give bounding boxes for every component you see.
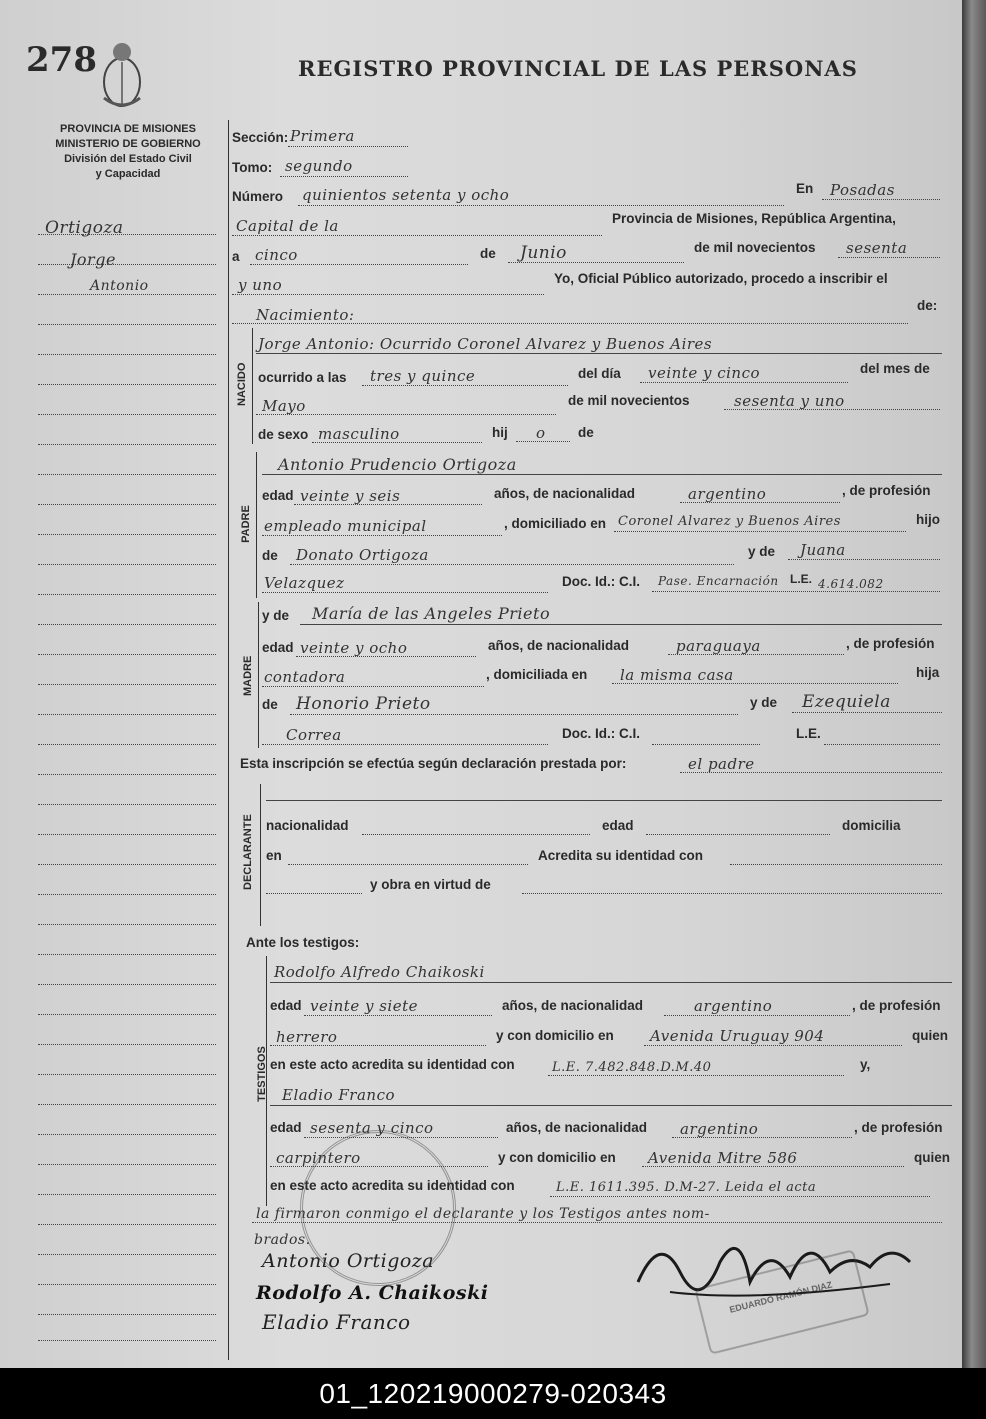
t1-nombre: Rodolfo Alfredo Chaikoski — [274, 963, 485, 981]
madre-domicilio: la misma casa — [620, 666, 734, 684]
testigos-side-label: TESTIGOS — [256, 1046, 268, 1102]
mil-label: de mil novecientos — [568, 393, 690, 408]
t2-doc: L.E. 1611.395. D.M-27. Leida el acta — [556, 1180, 817, 1195]
padre-nac-label: años, de nacionalidad — [494, 486, 636, 501]
decl-obra-label: y obra en virtud de — [370, 877, 491, 892]
padre-prof-label: , de profesión — [842, 483, 931, 498]
t2-nacionalidad: argentino — [680, 1120, 759, 1138]
t2-nombre: Eladio Franco — [282, 1086, 396, 1104]
cierre-line2: brados. — [254, 1232, 311, 1248]
numero-label: Número — [232, 189, 284, 204]
margin-middlename: Antonio — [90, 278, 149, 294]
hij-label: hij — [492, 425, 508, 440]
madre-edad: veinte y ocho — [300, 639, 408, 657]
t2-edad: sesenta y cinco — [310, 1119, 434, 1137]
ocurrido-label: ocurrido a las — [258, 370, 347, 385]
official-seal-stamp — [300, 1130, 456, 1286]
decl-nac-label: nacionalidad — [266, 818, 349, 833]
madre-yde-label: y de — [262, 608, 290, 623]
padre-domicilio: Coronel Alvarez y Buenos Aires — [618, 514, 841, 529]
madre-hija-label: hija — [916, 665, 940, 680]
madre-domic-label: , domiciliada en — [486, 667, 588, 682]
padre-de-label: de — [262, 548, 278, 563]
sexo-value: masculino — [318, 425, 400, 443]
padre-nombre: Antonio Prudencio Ortigoza — [278, 455, 517, 474]
madre-side-label: MADRE — [242, 655, 254, 696]
seccion-value: Primera — [290, 127, 355, 145]
madre-de-label: de — [262, 697, 278, 712]
province-heading: PROVINCIA DE MISIONES MINISTERIO DE GOBIERNO División del Estado Civil y Capacidad — [55, 123, 201, 180]
seccion-label: Sección: — [232, 130, 289, 145]
madre-padre-de: Honorio Prieto — [296, 694, 431, 714]
padre-side-label: PADRE — [240, 505, 252, 543]
nacido-rule — [252, 328, 253, 444]
t1-acredita-label: en este acto acredita su identidad con — [270, 1057, 515, 1072]
signature-testigo1: Rodolfo A. Chaikoski — [256, 1282, 489, 1304]
margin-surname: Ortigoza — [45, 218, 124, 238]
nacido-dia: veinte y cinco — [648, 364, 761, 382]
mes-value: Junio — [520, 243, 567, 263]
t1-nac-label: años, de nacionalidad — [502, 998, 644, 1013]
footer-id: 01_120219000279-020343 — [0, 1368, 986, 1419]
t1-doc: L.E. 7.482.848.D.M.40 — [552, 1060, 712, 1075]
t2-prof-label: , de profesión — [854, 1120, 943, 1135]
madre-yde2-label: y de — [750, 695, 778, 710]
numero-value: quinientos setenta y ocho — [302, 186, 510, 204]
dia-value: cinco — [255, 246, 298, 264]
del-mes-label: del mes de — [860, 361, 930, 376]
t1-quien-label: quien — [912, 1028, 948, 1043]
declaracion-por: el padre — [688, 755, 755, 773]
page-title: REGISTRO PROVINCIAL DE LAS PERSONAS — [298, 56, 858, 81]
padre-madre-de2: Velazquez — [264, 574, 345, 592]
t2-nac-label: años, de nacionalidad — [506, 1120, 648, 1135]
oficial-text: Yo, Oficial Público autorizado, procedo a inscribir el — [554, 271, 888, 286]
declaracion-text: Esta inscripción se efectúa según declaración prestada por: — [240, 756, 627, 771]
adjacent-page-edge — [962, 0, 986, 1368]
sexo-label: de sexo — [258, 427, 309, 442]
t1-prof-label: , de profesión — [852, 998, 941, 1013]
madre-nombre: María de las Angeles Prieto — [312, 604, 551, 623]
anio-label: de mil novecientos — [694, 240, 816, 255]
a-label: a — [232, 249, 240, 264]
t2-edad-label: edad — [270, 1120, 302, 1135]
madre-madre-de: Ezequiela — [802, 692, 891, 712]
t1-y-label: y, — [860, 1057, 871, 1072]
decl-edad-label: edad — [602, 818, 634, 833]
en-label: En — [796, 181, 814, 196]
t2-dom-label: y con domicilio en — [498, 1150, 616, 1165]
padre-madre-de: Juana — [800, 541, 846, 559]
main-rule — [228, 120, 229, 1360]
madre-rule — [258, 602, 259, 748]
madre-edad-label: edad — [262, 640, 294, 655]
declarante-rule — [260, 784, 261, 926]
padre-le: 4.614.082 — [818, 577, 884, 591]
t1-nacionalidad: argentino — [694, 997, 773, 1015]
hij-suffix: o — [536, 424, 546, 442]
padre-yde-label: y de — [748, 544, 776, 559]
t1-dom-label: y con domicilio en — [496, 1028, 614, 1043]
madre-nac-label: años, de nacionalidad — [488, 638, 630, 653]
padre-hijo-label: hijo — [916, 512, 940, 527]
madre-le-label: L.E. — [796, 726, 821, 741]
de-colon: de: — [917, 298, 938, 313]
nacido-mes: Mayo — [262, 397, 306, 415]
t2-acredita-label: en este acto acredita su identidad con — [270, 1178, 515, 1193]
lugar-value: Posadas — [830, 181, 895, 199]
padre-edad: veinte y seis — [300, 487, 401, 505]
padre-doc-label: Doc. Id.: C.I. — [562, 574, 641, 589]
coat-of-arms-icon — [98, 38, 146, 112]
nacido-side-label: NACIDO — [236, 362, 248, 406]
t2-profesion: carpintero — [276, 1149, 361, 1167]
t2-quien-label: quien — [914, 1150, 950, 1165]
margin-firstname: Jorge — [70, 250, 116, 269]
padre-doc: Pase. Encarnación — [658, 574, 779, 588]
ante-testigos: Ante los testigos: — [246, 935, 360, 950]
t1-edad: veinte y siete — [310, 997, 419, 1015]
madre-nacionalidad: paraguaya — [676, 637, 761, 655]
tomo-value: segundo — [285, 157, 353, 175]
madre-madre-de2: Correa — [286, 726, 342, 744]
hij-de-label: de — [578, 425, 594, 440]
padre-le-label: L.E. — [790, 572, 813, 586]
padre-rule — [256, 452, 257, 598]
nacido-nombre: Jorge Antonio: Ocurrido Coronel Alvarez y Buenos Aires — [258, 335, 713, 353]
page-number: 278 — [26, 40, 97, 80]
padre-domic-label: , domiciliado en — [504, 516, 607, 531]
nacido-anio: sesenta y uno — [734, 392, 845, 410]
stamp-text: EDUARDO RAMÓN DIAZ — [728, 1279, 834, 1315]
padre-padre-de: Donato Ortigoza — [296, 546, 429, 564]
padre-edad-label: edad — [262, 488, 294, 503]
signature-testigo2: Eladio Franco — [262, 1310, 411, 1334]
padre-profesion: empleado municipal — [264, 517, 427, 535]
signature-padre: Antonio Ortigoza — [262, 1250, 435, 1272]
cierre-line1: la firmaron conmigo el declarante y los Testigos antes nom- — [256, 1206, 710, 1222]
madre-prof-label: , de profesión — [846, 636, 935, 651]
de-label: de — [480, 246, 496, 261]
decl-acredita-label: Acredita su identidad con — [538, 848, 704, 863]
decl-en-label: en — [266, 848, 282, 863]
anio2-value: y uno — [238, 276, 283, 294]
padre-nacionalidad: argentino — [688, 485, 767, 503]
madre-doc-label: Doc. Id.: C.I. — [562, 726, 641, 741]
madre-profesion: contadora — [264, 668, 346, 686]
t1-profesion: herrero — [276, 1028, 338, 1046]
capital-value: Capital de la — [236, 217, 339, 235]
provincia-text: Provincia de Misiones, República Argentina, — [612, 211, 896, 226]
tomo-label: Tomo: — [232, 160, 273, 175]
t2-domicilio: Avenida Mitre 586 — [648, 1149, 798, 1167]
acto-value: Nacimiento: — [256, 306, 355, 324]
declarante-side-label: DECLARANTE — [242, 814, 254, 890]
t1-edad-label: edad — [270, 998, 302, 1013]
hora-value: tres y quince — [370, 367, 476, 385]
anio-value: sesenta — [846, 239, 908, 257]
decl-dom-label: domicilia — [842, 818, 901, 833]
t1-domicilio: Avenida Uruguay 904 — [650, 1027, 825, 1045]
del-dia-label: del día — [578, 366, 621, 381]
